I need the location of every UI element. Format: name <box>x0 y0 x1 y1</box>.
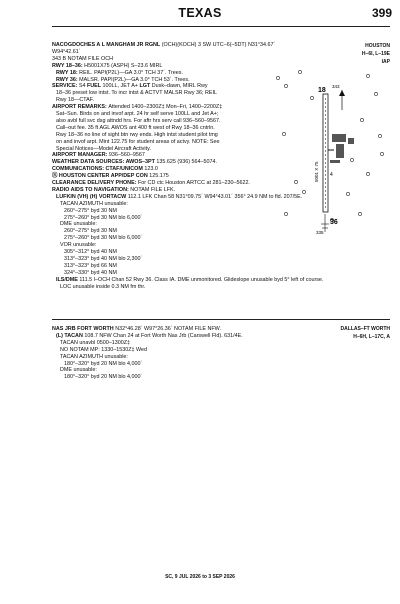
text-segment: 123.0 <box>142 166 158 173</box>
text-segment: Attended 1400–2300Z‡ Mon–Fri, 1400–2200Z‡ <box>108 104 223 111</box>
text-line <box>52 83 208 90</box>
effective-dates-footer: SC, 9 JUL 2026 to 3 SEP 2026 <box>165 574 235 580</box>
text-line <box>52 152 145 159</box>
text-line <box>52 118 221 125</box>
runway-end-36: 36 <box>330 219 338 226</box>
text-line <box>52 242 97 249</box>
text-segment: TACAN AZIMUTH unusable: <box>60 353 128 360</box>
text-line <box>52 132 218 139</box>
text-line <box>52 326 221 333</box>
text-segment: 275°–260° byd 30 NM blo 6,000´ <box>64 214 143 221</box>
text-segment: LGT <box>139 83 151 90</box>
text-line <box>52 374 142 381</box>
text-line <box>52 42 275 49</box>
text-segment: 313°–323° byd 66 NM <box>64 262 117 269</box>
text-line <box>52 354 128 361</box>
text-segment: TACAN AZIMUTH unusable: <box>60 200 128 207</box>
text-segment: HOUSTON CENTER APP/DEP CON <box>58 173 148 180</box>
iap-label: IAP <box>381 59 390 65</box>
text-line <box>52 187 175 194</box>
text-line <box>52 277 323 284</box>
text-line <box>52 90 217 97</box>
text-segment: Rwy 18–36 no line of sight btn rwy ends. High intst student pilot tmg <box>56 131 218 138</box>
text-segment: RWY 18–36: <box>52 62 83 69</box>
north-arrow <box>339 90 345 110</box>
text-line <box>52 228 117 235</box>
runway-18-36 <box>323 94 328 212</box>
text-segment: 305°–312° byd 40 NM <box>64 249 117 255</box>
airport-diagram <box>272 64 390 242</box>
marker-label: 4 <box>330 172 333 178</box>
text-line <box>52 173 169 180</box>
chart-ref-houston: H–6I, L–19E <box>361 51 390 57</box>
text-line <box>52 235 142 242</box>
text-line <box>52 146 151 153</box>
text-line <box>52 70 183 77</box>
tree-symbols <box>276 70 383 221</box>
text-segment: 324°–330° byd 40 NM <box>64 269 117 276</box>
text-segment: 275°–260° byd 30 NM blo 6,000´ <box>64 235 143 242</box>
text-line <box>52 215 142 222</box>
text-segment: DME unusable: <box>60 221 97 228</box>
apron-structures <box>330 134 354 163</box>
text-segment: H5001X75 (ASPH) S–23.6 MIRL <box>82 62 163 69</box>
top-rule <box>52 26 390 27</box>
text-segment: Ⓡ <box>52 173 59 180</box>
runway-end-18: 18 <box>318 87 326 94</box>
text-line <box>52 361 142 368</box>
text-line <box>52 97 94 104</box>
text-line <box>52 201 128 208</box>
text-line <box>52 256 142 263</box>
text-segment: REIL. PAPI(P2L)—GA 3.0° TCH 37´. Trees. <box>77 69 183 76</box>
text-segment: LUFKIN (VH) (H) VORTACW <box>56 193 127 200</box>
chart-ref-dallas: H–6H, L–17C, A <box>353 334 390 340</box>
text-segment: 135.625 (936) 564–5074. <box>154 159 217 166</box>
text-line <box>52 166 158 173</box>
text-line <box>52 77 190 84</box>
text-segment: SERVICE: <box>52 83 79 90</box>
page-number: 399 <box>371 6 392 20</box>
text-segment: 936–560–9567 <box>108 152 145 159</box>
text-line <box>52 249 117 256</box>
text-line <box>52 63 162 70</box>
text-segment: on and invof arpt. Mint 122.75 for student areas of actvy. NOTE: See <box>56 138 220 145</box>
text-segment: COMMUNICATIONS: CTAF/UNICOM <box>52 166 143 173</box>
text-segment: NOTAM FILE LFK. <box>130 186 176 193</box>
text-line <box>52 159 217 166</box>
text-segment: DME unusable: <box>60 367 97 374</box>
text-segment: VOR unusable: <box>60 242 97 249</box>
text-segment: 108.7 NFW Chan 24 at Fort Worth Nas Jrb (Carswell Fld). 631/4E. <box>82 332 243 339</box>
text-segment: LOC unusable inside 0.3 NM fm thr. <box>60 283 146 290</box>
region-label-dallas: DALLAS–FT WORTH <box>340 326 390 332</box>
text-line <box>52 333 243 340</box>
text-segment: AIRPORT REMARKS: <box>52 104 109 111</box>
text-line <box>52 340 130 347</box>
text-segment: 18–36 preset low intst. To incr intst & ACTVT MALSR Rwy 36; REIL <box>56 90 217 97</box>
text-line <box>52 284 145 291</box>
text-segment: AIRPORT MANAGER: <box>52 152 109 159</box>
text-line <box>52 194 302 201</box>
text-segment: W94°42.61´ <box>52 48 81 55</box>
elevation-top: 343 <box>332 84 340 89</box>
text-segment: For CD ctc Houston ARTCC at 281–230–5622. <box>137 180 250 186</box>
text-segment: (OCH)(KOCH) 3 SW UTC–6(–5DT) N31°34.67´ <box>160 42 276 48</box>
text-segment: Dusk–dawn, MIRL Rwy <box>150 83 208 90</box>
text-segment: N32°46.28´ W97°26.36´ NOTAM FILE NFW. <box>113 326 221 332</box>
text-line <box>52 49 81 56</box>
text-line <box>52 56 113 63</box>
text-line <box>52 347 147 354</box>
region-label-houston: HOUSTON <box>365 43 390 49</box>
text-segment: 112.1 LFK Chan 58 N31°09.75´ W94°43.01´ 356° 24.9 NM to fld. 207/5E. <box>126 193 303 200</box>
text-segment: FUEL <box>86 83 102 90</box>
text-segment: TACAN unavbl 0500–1300Z‡ <box>60 339 131 346</box>
text-line <box>52 139 220 146</box>
text-segment: 313°–323° byd 40 NM blo 2,300´ <box>64 255 143 262</box>
text-segment: NAS JRB FORT WORTH <box>52 326 114 332</box>
runway-dimensions: 5001 X 75 <box>314 161 319 182</box>
text-line <box>52 270 117 277</box>
state-title: TEXAS <box>178 6 222 20</box>
text-line <box>52 221 97 228</box>
text-segment: also avbl full svc dsg attndd hrs. For aftr hrs serv call 936–560–9567. <box>56 117 221 124</box>
text-segment: Call–out fee. 35 ft AGL AWOS ant 400 ft west of Rwy 18–36 cntrln. <box>56 124 215 131</box>
text-segment: Special Notices—Model Aircraft Activity. <box>56 145 151 152</box>
text-segment: Sat–Sun. Birds on and invof arpt. 24 hr self serve 100LL and Jet A+; <box>56 111 219 117</box>
text-line <box>52 208 117 215</box>
text-segment: NACOGDOCHES A L MANGHAM JR RGNL <box>52 42 161 48</box>
text-segment: Rwy 18—CTAF. <box>56 97 94 104</box>
text-segment: S4 <box>78 83 87 90</box>
text-segment: MALSR. PAPI(P2L)—GA 3.0° TCH 53´. Trees. <box>77 76 190 83</box>
text-line <box>52 263 117 270</box>
text-segment: 343 B NOTAM FILE OCH <box>52 55 114 62</box>
text-line <box>52 111 218 118</box>
text-segment: RWY 18: <box>56 69 78 76</box>
text-segment: RWY 36: <box>56 76 78 83</box>
text-segment: 125.175 <box>147 173 169 180</box>
section-rule <box>52 319 390 320</box>
text-segment: (L) TACAN <box>56 332 83 339</box>
text-segment: 111.5 I–OCH Chan 52 Rwy 36. Class IA. DME unmonitored. Glideslope unusable byd 5° left of course. <box>77 276 324 283</box>
text-line <box>52 104 222 111</box>
text-segment: NO NOTAM MP: 1330–1530Z‡ Wed <box>60 346 147 353</box>
text-segment: RADIO AIDS TO NAVIGATION: <box>52 186 131 193</box>
text-segment: 260°–275° byd 30 NM <box>64 207 117 214</box>
text-segment: ILS/DME <box>56 276 78 283</box>
text-line <box>52 125 215 132</box>
text-segment: 180°–320° byd 20 NM blo 4,000´ <box>64 374 143 381</box>
text-segment: WEATHER DATA SOURCES: AWOS–3PT <box>52 159 155 166</box>
text-segment: 260°–275° byd 30 NM <box>64 228 117 235</box>
text-line <box>52 180 250 187</box>
text-segment: 180°–320° byd 20 NM blo 4,000´ <box>64 360 143 367</box>
elevation-bottom: 335 <box>316 230 324 235</box>
text-segment: 100LL, JET A+ <box>101 83 140 90</box>
text-segment: CLEARANCE DELIVERY PHONE: <box>52 180 138 186</box>
text-line <box>52 367 97 374</box>
